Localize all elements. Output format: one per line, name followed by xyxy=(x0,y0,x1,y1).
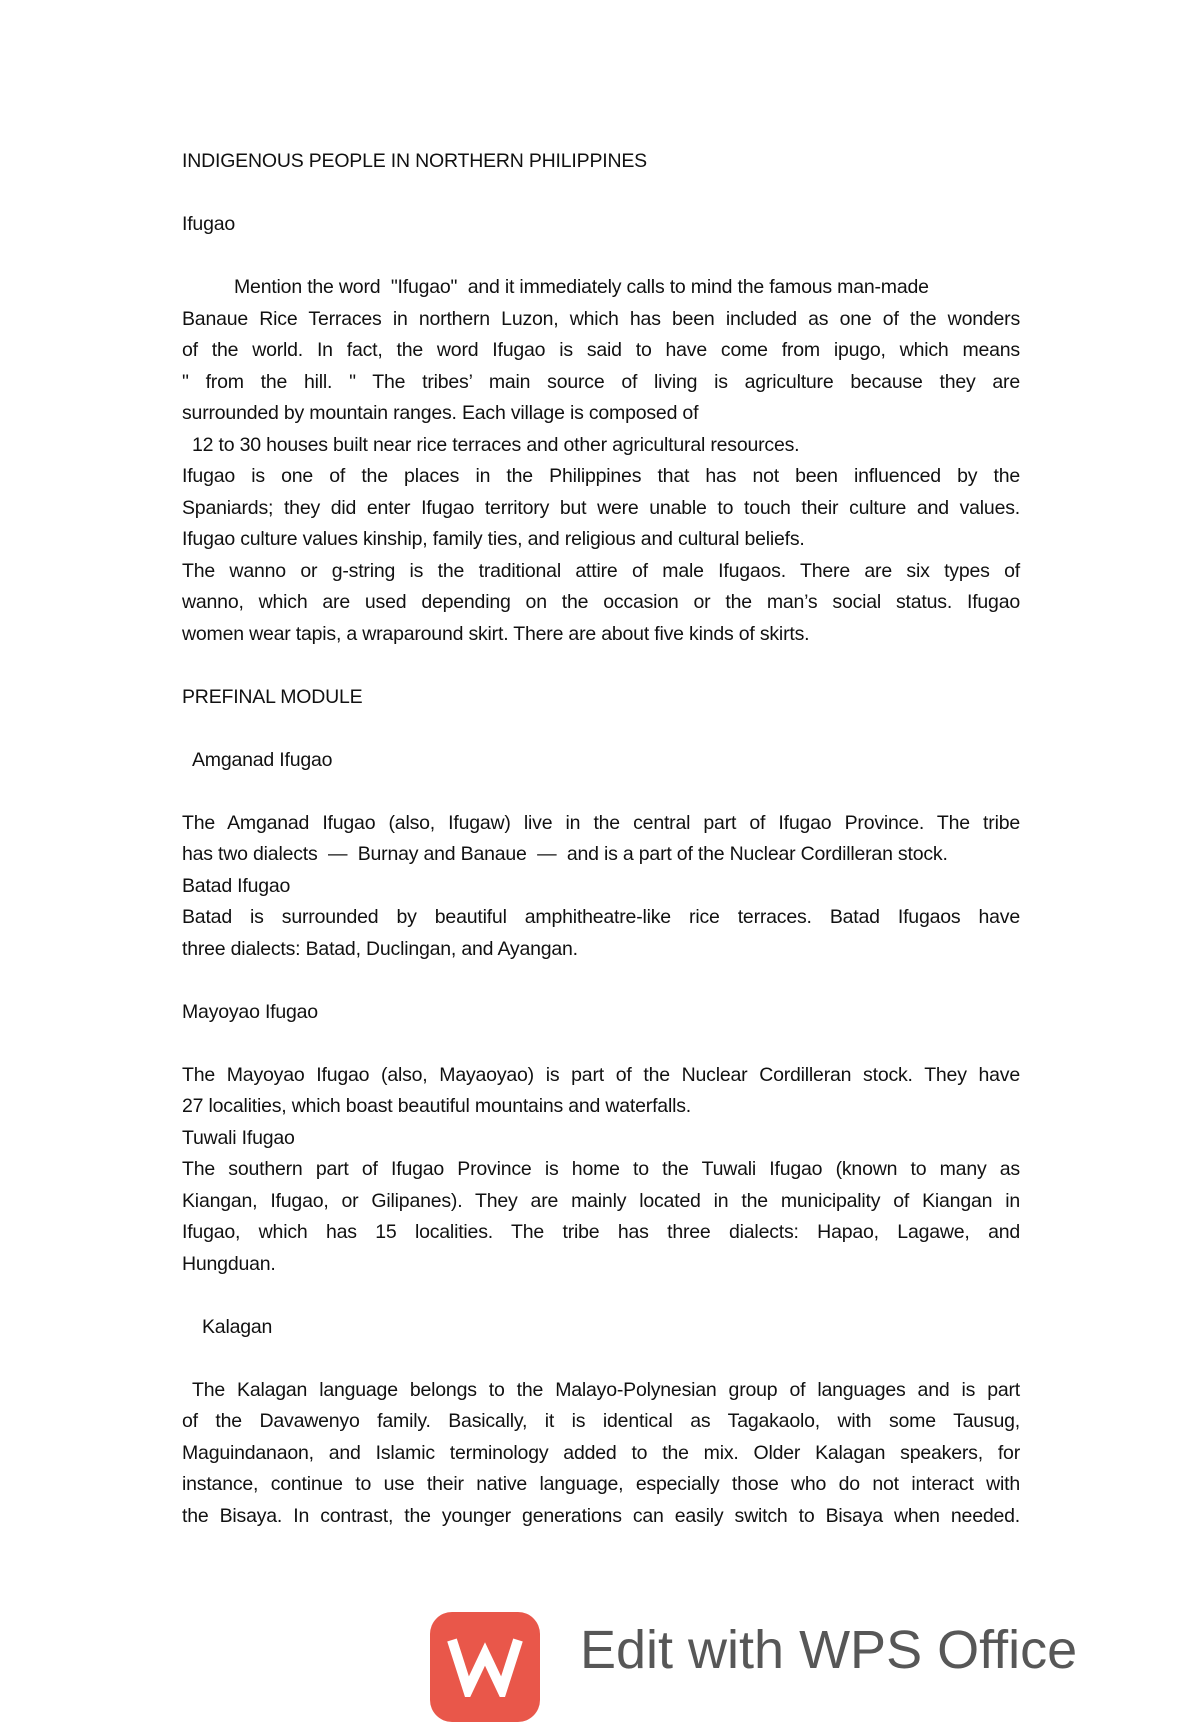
text-line: of the world. In fact, the word Ifugao is said to have come from ipugo, which means xyxy=(182,339,1020,361)
text-line: instance, continue to use their native language, especially those who do not interact with xyxy=(182,1473,1020,1495)
text-line: three dialects: Batad, Duclingan, and Ayangan. xyxy=(182,937,578,960)
paragraph-ifugao-attire xyxy=(182,556,1020,651)
section-heading-kalagan: Kalagan xyxy=(202,1315,273,1338)
paragraph-tuwali xyxy=(182,1154,1020,1280)
text-line: Ifugao culture values kinship, family ties, and religious and cultural beliefs. xyxy=(182,528,805,550)
text-line: The wanno or g-string is the traditional attire of male Ifugaos. There are six types of xyxy=(182,559,1020,582)
text-line: Ifugao is one of the places in the Philippines that has not been influenced by the xyxy=(182,465,1020,487)
text-line: surrounded by mountain ranges. Each village is composed of xyxy=(182,402,699,424)
text-line: 27 localities, which boast beautiful mountains and waterfalls. xyxy=(182,1095,691,1117)
text-line: Maguindanaon, and Islamic terminology added to the mix. Older Kalagan speakers, for xyxy=(182,1441,1020,1464)
paragraph-kalagan xyxy=(182,1375,1020,1533)
section-heading-batad: Batad Ifugao xyxy=(182,874,291,897)
text-line: of the Davawenyo family. Basically, it is identical as Tagakaolo, with some Tausug, xyxy=(182,1410,1020,1432)
document-title: INDIGENOUS PEOPLE IN NORTHERN PHILIPPINES xyxy=(182,150,647,172)
text-line: The Mayoyao Ifugao (also, Mayaoyao) is part of the Nuclear Cordilleran stock. They have xyxy=(182,1063,1020,1086)
text-line: " from the hill. " The tribes’ main source of living is agriculture because they are xyxy=(182,370,1020,393)
document-body xyxy=(182,146,1020,1532)
section-heading-tuwali: Tuwali Ifugao xyxy=(182,1126,295,1149)
text-line: The Amganad Ifugao (also, Ifugaw) live in the central part of Ifugao Province. The tribe xyxy=(182,811,1020,834)
text-line: The Kalagan language belongs to the Malayo-Polynesian group of languages and is part xyxy=(192,1378,1020,1401)
wps-watermark xyxy=(430,1612,1078,1712)
text-line: women wear tapis, a wraparound skirt. There are about five kinds of skirts. xyxy=(182,622,810,645)
module-heading: PREFINAL MODULE xyxy=(182,685,363,708)
section-heading-mayoyao: Mayoyao Ifugao xyxy=(182,1000,318,1023)
paragraph-amganad xyxy=(182,808,1020,871)
text-line: Ifugao, which has 15 localities. The tribe has three dialects: Hapao, Lagawe, and xyxy=(182,1221,1020,1243)
text-line: the Bisaya. In contrast, the younger generations can easily switch to Bisaya when needed. xyxy=(182,1504,1020,1527)
text-line: The southern part of Ifugao Province is home to the Tuwali Ifugao (known to many as xyxy=(182,1158,1020,1180)
paragraph-mayoyao xyxy=(182,1060,1020,1123)
text-line: Mention the word "Ifugao" and it immediately calls to mind the famous man-made xyxy=(234,276,929,298)
paragraph-batad xyxy=(182,902,1020,965)
text-line: Hungduan. xyxy=(182,1252,276,1275)
paragraph-ifugao-culture xyxy=(182,461,1020,556)
text-line: Kiangan, Ifugao, or Gilipanes). They are mainly located in the municipality of Kiangan in xyxy=(182,1189,1020,1212)
wps-logo-icon xyxy=(430,1612,540,1722)
text-line: Banaue Rice Terraces in northern Luzon, which has been included as one of the wonders xyxy=(182,307,1020,330)
section-heading-amganad: Amganad Ifugao xyxy=(192,748,333,771)
wps-watermark-text: Edit with WPS Office xyxy=(580,1620,1078,1680)
paragraph-ifugao-intro xyxy=(182,272,1020,461)
text-line: Spaniards; they did enter Ifugao territory but were unable to touch their culture and values. xyxy=(182,496,1020,519)
text-line: wanno, which are used depending on the occasion or the man’s social status. Ifugao xyxy=(182,591,1020,613)
text-line: Batad is surrounded by beautiful amphitheatre-like rice terraces. Batad Ifugaos have xyxy=(182,906,1020,928)
section-heading-ifugao: Ifugao xyxy=(182,213,236,235)
text-line: has two dialects — Burnay and Banaue — and is a part of the Nuclear Cordilleran stock. xyxy=(182,843,948,865)
text-line: 12 to 30 houses built near rice terraces and other agricultural resources. xyxy=(192,433,800,456)
